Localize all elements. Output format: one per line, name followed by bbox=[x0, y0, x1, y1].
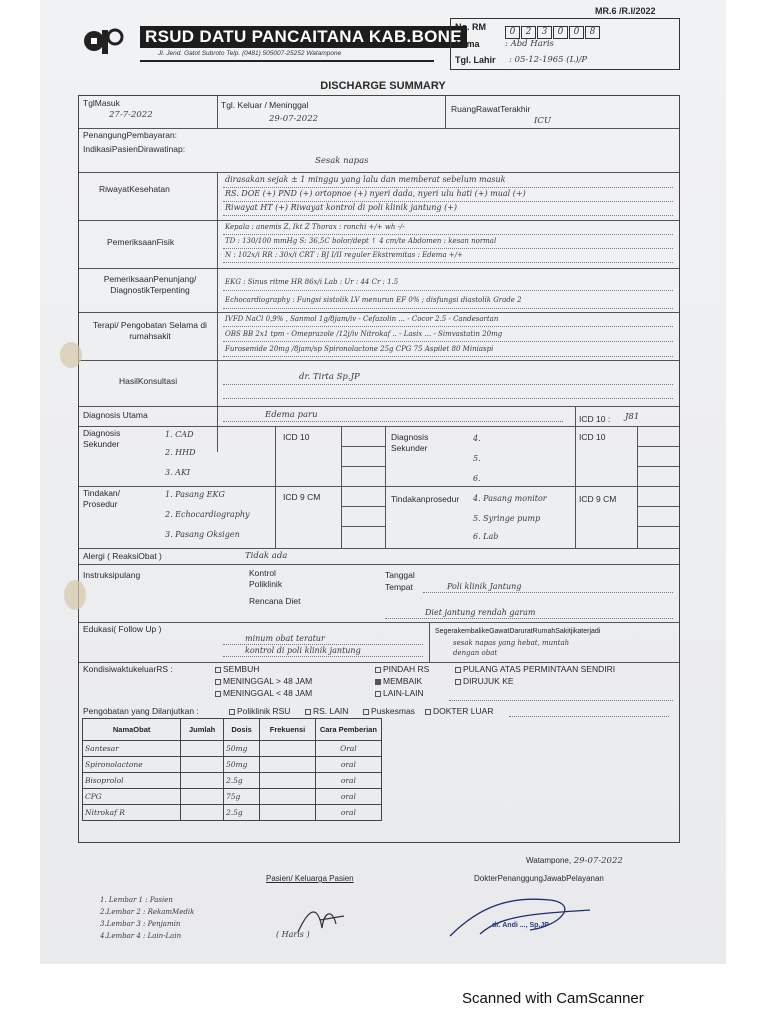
tanggal-label: Tanggal bbox=[385, 570, 415, 580]
checkbox-checked-icon bbox=[375, 679, 381, 685]
header-divider bbox=[140, 60, 434, 62]
tgl-keluar-label: Tgl. Keluar / Meninggal bbox=[221, 100, 309, 110]
edukasi-label: Edukasi( Follow Up ) bbox=[83, 624, 162, 634]
table-cell: Oral bbox=[315, 741, 381, 757]
opt-pindah[interactable]: PINDAH RS bbox=[375, 664, 429, 675]
rm-digit: 0 bbox=[553, 26, 568, 39]
table-cell: 50mg bbox=[223, 741, 259, 757]
rm-digit: 3 bbox=[537, 26, 552, 39]
tempat-label: Tempat bbox=[385, 582, 413, 592]
table-row bbox=[83, 757, 382, 773]
table-cell bbox=[260, 741, 316, 757]
table-cell: 75g bbox=[223, 789, 259, 805]
tindakan-item: 2. Echocardiography bbox=[165, 510, 250, 519]
table-cell: 2.5g bbox=[223, 805, 259, 821]
checkbox-icon bbox=[305, 709, 311, 715]
opt-aps[interactable]: PULANG ATAS PERMINTAAN SENDIRI bbox=[455, 664, 615, 675]
tindakan2-item: 5. Syringe pump bbox=[473, 514, 541, 523]
col-header: Dosis bbox=[223, 719, 259, 741]
col-header: NamaObat bbox=[83, 719, 181, 741]
riwayat-label: RiwayatKesehatan bbox=[99, 184, 170, 194]
opt-dokter-luar[interactable]: DOKTER LUAR bbox=[425, 706, 493, 717]
sekunder2-item: 6. bbox=[473, 474, 481, 483]
segera-line: sesak napas yang hebat, muntah bbox=[453, 639, 570, 647]
no-rm-boxes bbox=[505, 21, 601, 39]
tgl-lahir-label: Tgl. Lahir bbox=[455, 55, 496, 65]
checkbox-icon bbox=[375, 691, 381, 697]
diet-label: Rencana Diet bbox=[249, 596, 301, 606]
dokter-sign-label: DokterPenanggungJawabPelayanan bbox=[474, 874, 604, 883]
fisik-line: N : 102x/i RR : 30x/i CRT : BJ I/II reguler Ekstremitas : Edema +/+ bbox=[225, 251, 463, 259]
opt-meninggal-less[interactable]: MENINGGAL < 48 JAM bbox=[215, 688, 312, 699]
checkbox-icon bbox=[455, 679, 461, 685]
terapi-line: IVFD NaCl 0,9% , Sanmol 1g/8jam/iv - Cefazolin ... - Cocor 2.5 - Candesartan bbox=[225, 315, 499, 323]
lanjutan-label: Pengobatan yang Dilanjutkan : bbox=[83, 706, 199, 716]
checkbox-icon bbox=[229, 709, 235, 715]
ruang-value: ICU bbox=[534, 116, 552, 126]
tgl-masuk-label: TglMasuk bbox=[83, 98, 120, 108]
terapi-line: Furosemide 20mg /8jam/sp Spironolactone 25g CPG 75 Aspilet 80 Miniaspi bbox=[225, 345, 494, 353]
table-cell: oral bbox=[315, 757, 381, 773]
sign-place-date: Watampone, 29-07-2022 bbox=[526, 856, 623, 866]
edukasi-line: kontrol di poli klinik jantung bbox=[245, 646, 361, 655]
penunjang-label: PemeriksaanPenunjang/ DiagnostikTerpenting bbox=[103, 274, 197, 295]
no-rm-label: No. RM bbox=[455, 22, 486, 32]
diagnosis-sekunder-2-label: Diagnosis Sekunder bbox=[391, 432, 429, 453]
tindakan-item: 3. Pasang Oksigen bbox=[165, 530, 240, 539]
pasien-name: ( Haris ) bbox=[276, 930, 310, 939]
sekunder2-item: 4. bbox=[473, 434, 481, 443]
opt-rs-lain[interactable]: RS. LAIN bbox=[305, 706, 348, 717]
segera-line: dengan obat bbox=[453, 649, 498, 657]
patient-id-box bbox=[450, 18, 680, 70]
opt-sembuh[interactable]: SEMBUH bbox=[215, 664, 259, 675]
sekunder2-item: 5. bbox=[473, 454, 481, 463]
tindakan2-item: 6. Lab bbox=[473, 532, 499, 541]
tgl-lahir-value: : 05-12-1965 (L)/P bbox=[509, 55, 588, 65]
alergi-label: Alergi ( ReaksiObat ) bbox=[83, 551, 162, 561]
checkbox-icon bbox=[455, 667, 461, 673]
medication-table bbox=[82, 718, 382, 821]
table-cell bbox=[181, 789, 224, 805]
doctor-stamp: dr. Andi ..., Sp.JP bbox=[492, 922, 549, 929]
kondisi-label: KondisiwaktukeluarRS : bbox=[83, 664, 173, 674]
sekunder-item: 3. AKI bbox=[165, 468, 191, 477]
scanned-document bbox=[40, 0, 726, 964]
riwayat-line: dirasakan sejak ± 1 minggu yang lalu dan memberat sebelum masuk bbox=[225, 175, 506, 184]
tindakan-label: Tindakan/ Prosedur bbox=[83, 488, 121, 509]
riwayat-line: RS. DOE (+) PND (+) ortopnoe (+) nyeri dada, nyeri ulu hati (+) mual (+) bbox=[225, 189, 526, 198]
tindakan2-item: 4. Pasang monitor bbox=[473, 494, 547, 503]
sekunder-icd-label: ICD 10 bbox=[283, 432, 310, 442]
doctor-signature-icon bbox=[440, 886, 600, 946]
indikasi-label: IndikasiPasienDirawatinap: bbox=[83, 144, 186, 154]
opt-poliklinik[interactable]: Poliklinik RSU bbox=[229, 706, 290, 717]
form-code: MR.6 /R.I/2022 bbox=[595, 6, 656, 16]
penanggung-label: PenangungPembayaran: bbox=[83, 130, 178, 140]
tindakan-item: 1. Pasang EKG bbox=[165, 490, 225, 499]
opt-puskesmas[interactable]: Puskesmas bbox=[363, 706, 415, 717]
table-cell bbox=[181, 805, 224, 821]
penunjang-line: EKG : Sinus ritme HR 86x/i Lab : Ur : 44 Cr : 1.5 bbox=[225, 278, 399, 286]
tindakan-icd-label: ICD 9 CM bbox=[283, 492, 321, 502]
table-cell: oral bbox=[315, 789, 381, 805]
col-header: Jumlah bbox=[181, 719, 224, 741]
table-cell bbox=[260, 789, 316, 805]
instruksi-label: Instruksipulang bbox=[83, 570, 141, 580]
table-cell bbox=[260, 773, 316, 789]
copy-line: 3.Lembar 3 : Penjamin bbox=[100, 920, 181, 928]
table-row bbox=[83, 805, 382, 821]
opt-lain[interactable]: LAIN-LAIN bbox=[375, 688, 424, 699]
table-cell: oral bbox=[315, 773, 381, 789]
hospital-address: Jl. Jend. Gatot Subroto Telp. (0481) 505007-25252 Watampone bbox=[158, 50, 342, 57]
diagnosis-sekunder-label: Diagnosis Sekunder bbox=[83, 428, 121, 449]
nama-value: : Abd Haris bbox=[505, 39, 554, 49]
kontrol-label: Kontrol Poliklinik bbox=[249, 568, 283, 589]
table-cell bbox=[181, 757, 224, 773]
edukasi-line: minum obat teratur bbox=[245, 634, 325, 643]
table-cell bbox=[181, 741, 224, 757]
tindakan-2-label: Tindakanprosedur bbox=[391, 494, 460, 504]
pasien-sign-label: Pasien/ Keluarga Pasien bbox=[266, 874, 354, 883]
opt-dirujuk[interactable]: DIRUJUK KE bbox=[455, 676, 514, 687]
opt-meninggal-more[interactable]: MENINGGAL > 48 JAM bbox=[215, 676, 312, 687]
hospital-name: RSUD DATU PANCAITANA KAB.BONE bbox=[140, 26, 467, 48]
table-cell: Spironolactone bbox=[83, 757, 181, 773]
checkbox-icon bbox=[425, 709, 431, 715]
checkbox-icon bbox=[215, 667, 221, 673]
diet-value: Diet jantung rendah garam bbox=[425, 608, 536, 617]
table-cell: 50mg bbox=[223, 757, 259, 773]
table-cell: Nitrokaf R bbox=[83, 805, 181, 821]
fisik-line: Kepala : anemis Z, Ikt Z Thorax : ronchi +/+ wh -/- bbox=[225, 223, 405, 231]
copy-line: 1. Lembar 1 : Pasien bbox=[100, 896, 173, 904]
tgl-keluar-value: 29-07-2022 bbox=[269, 114, 319, 124]
copy-line: 2.Lembar 2 : RekamMedik bbox=[100, 908, 195, 916]
rm-digit: 0 bbox=[505, 26, 520, 39]
checkbox-icon bbox=[363, 709, 369, 715]
fisik-line: TD : 130/100 mmHg S: 36,5C bolor/dept ↑ 4 cm/te Abdomen : kesan normal bbox=[225, 237, 497, 245]
tempat-value: Poli klinik Jantung bbox=[447, 582, 522, 591]
ruang-label: RuangRawatTerakhir bbox=[451, 104, 531, 114]
watermark: Scanned with CamScanner bbox=[462, 990, 644, 1007]
table-cell bbox=[260, 757, 316, 773]
tgl-masuk-value: 27-7-2022 bbox=[109, 110, 153, 120]
fisik-label: PemeriksaanFisik bbox=[107, 237, 175, 247]
table-cell bbox=[181, 773, 224, 789]
diagnosis-utama-label: Diagnosis Utama bbox=[83, 410, 148, 420]
hospital-logo-icon bbox=[82, 24, 126, 58]
sekunder2-icd-label: ICD 10 bbox=[579, 432, 606, 442]
konsultasi-label: HasilKonsultasi bbox=[119, 376, 178, 386]
table-cell bbox=[260, 805, 316, 821]
table-row bbox=[83, 789, 382, 805]
riwayat-line: Riwayat HT (+) Riwayat kontrol di poli klinik jantung (+) bbox=[225, 203, 458, 212]
penunjang-line: Echocardiography : Fungsi sistolik LV menurun EF 0% ; disfungsi diastolik Grade 2 bbox=[225, 296, 522, 304]
checkbox-icon bbox=[215, 679, 221, 685]
rm-digit: 0 bbox=[569, 26, 584, 39]
table-cell: oral bbox=[315, 805, 381, 821]
rm-digit: 8 bbox=[585, 26, 600, 39]
document-title: DISCHARGE SUMMARY bbox=[320, 80, 446, 92]
diagnosis-utama-value: Edema paru bbox=[265, 410, 318, 420]
paper-stain bbox=[64, 580, 86, 610]
terapi-label: Terapi/ Pengobatan Selama di rumahsakit bbox=[93, 320, 207, 341]
table-cell: CPG bbox=[83, 789, 181, 805]
konsultasi-value: dr. Tirta Sp.JP bbox=[299, 372, 360, 382]
col-header: Cara Pemberian bbox=[315, 719, 381, 741]
icd10-label: ICD 10 : bbox=[579, 414, 611, 424]
alergi-value: Tidak ada bbox=[245, 551, 288, 561]
indikasi-value: Sesak napas bbox=[315, 156, 369, 166]
sekunder-item: 2. HHD bbox=[165, 448, 196, 457]
table-cell: Bisoprolol bbox=[83, 773, 181, 789]
rm-digit: 2 bbox=[521, 26, 536, 39]
table-cell: 2.5g bbox=[223, 773, 259, 789]
segera-label: SegerakembalikeGawatDaruratRumahSakitjikaterjadi bbox=[435, 628, 601, 635]
checkbox-icon bbox=[375, 667, 381, 673]
opt-membaik[interactable]: MEMBAIK bbox=[375, 676, 422, 687]
col-header: Frekuensi bbox=[260, 719, 316, 741]
table-row bbox=[83, 773, 382, 789]
nama-label: Nama bbox=[455, 39, 480, 49]
icd10-value: J81 bbox=[625, 412, 640, 422]
checkbox-icon bbox=[215, 691, 221, 697]
copy-line: 4.Lembar 4 : Lain-Lain bbox=[100, 932, 182, 940]
tindakan2-icd-label: ICD 9 CM bbox=[579, 494, 617, 504]
sekunder-item: 1. CAD bbox=[165, 430, 194, 439]
table-row bbox=[83, 741, 382, 757]
paper-stain bbox=[60, 342, 82, 368]
terapi-line: OBS BB 2x1 tpm - Omeprazole /12j/iv Nitrokaf .. - Lasix ... - Simvastatin 20mg bbox=[225, 330, 503, 338]
table-cell: Santesar bbox=[83, 741, 181, 757]
